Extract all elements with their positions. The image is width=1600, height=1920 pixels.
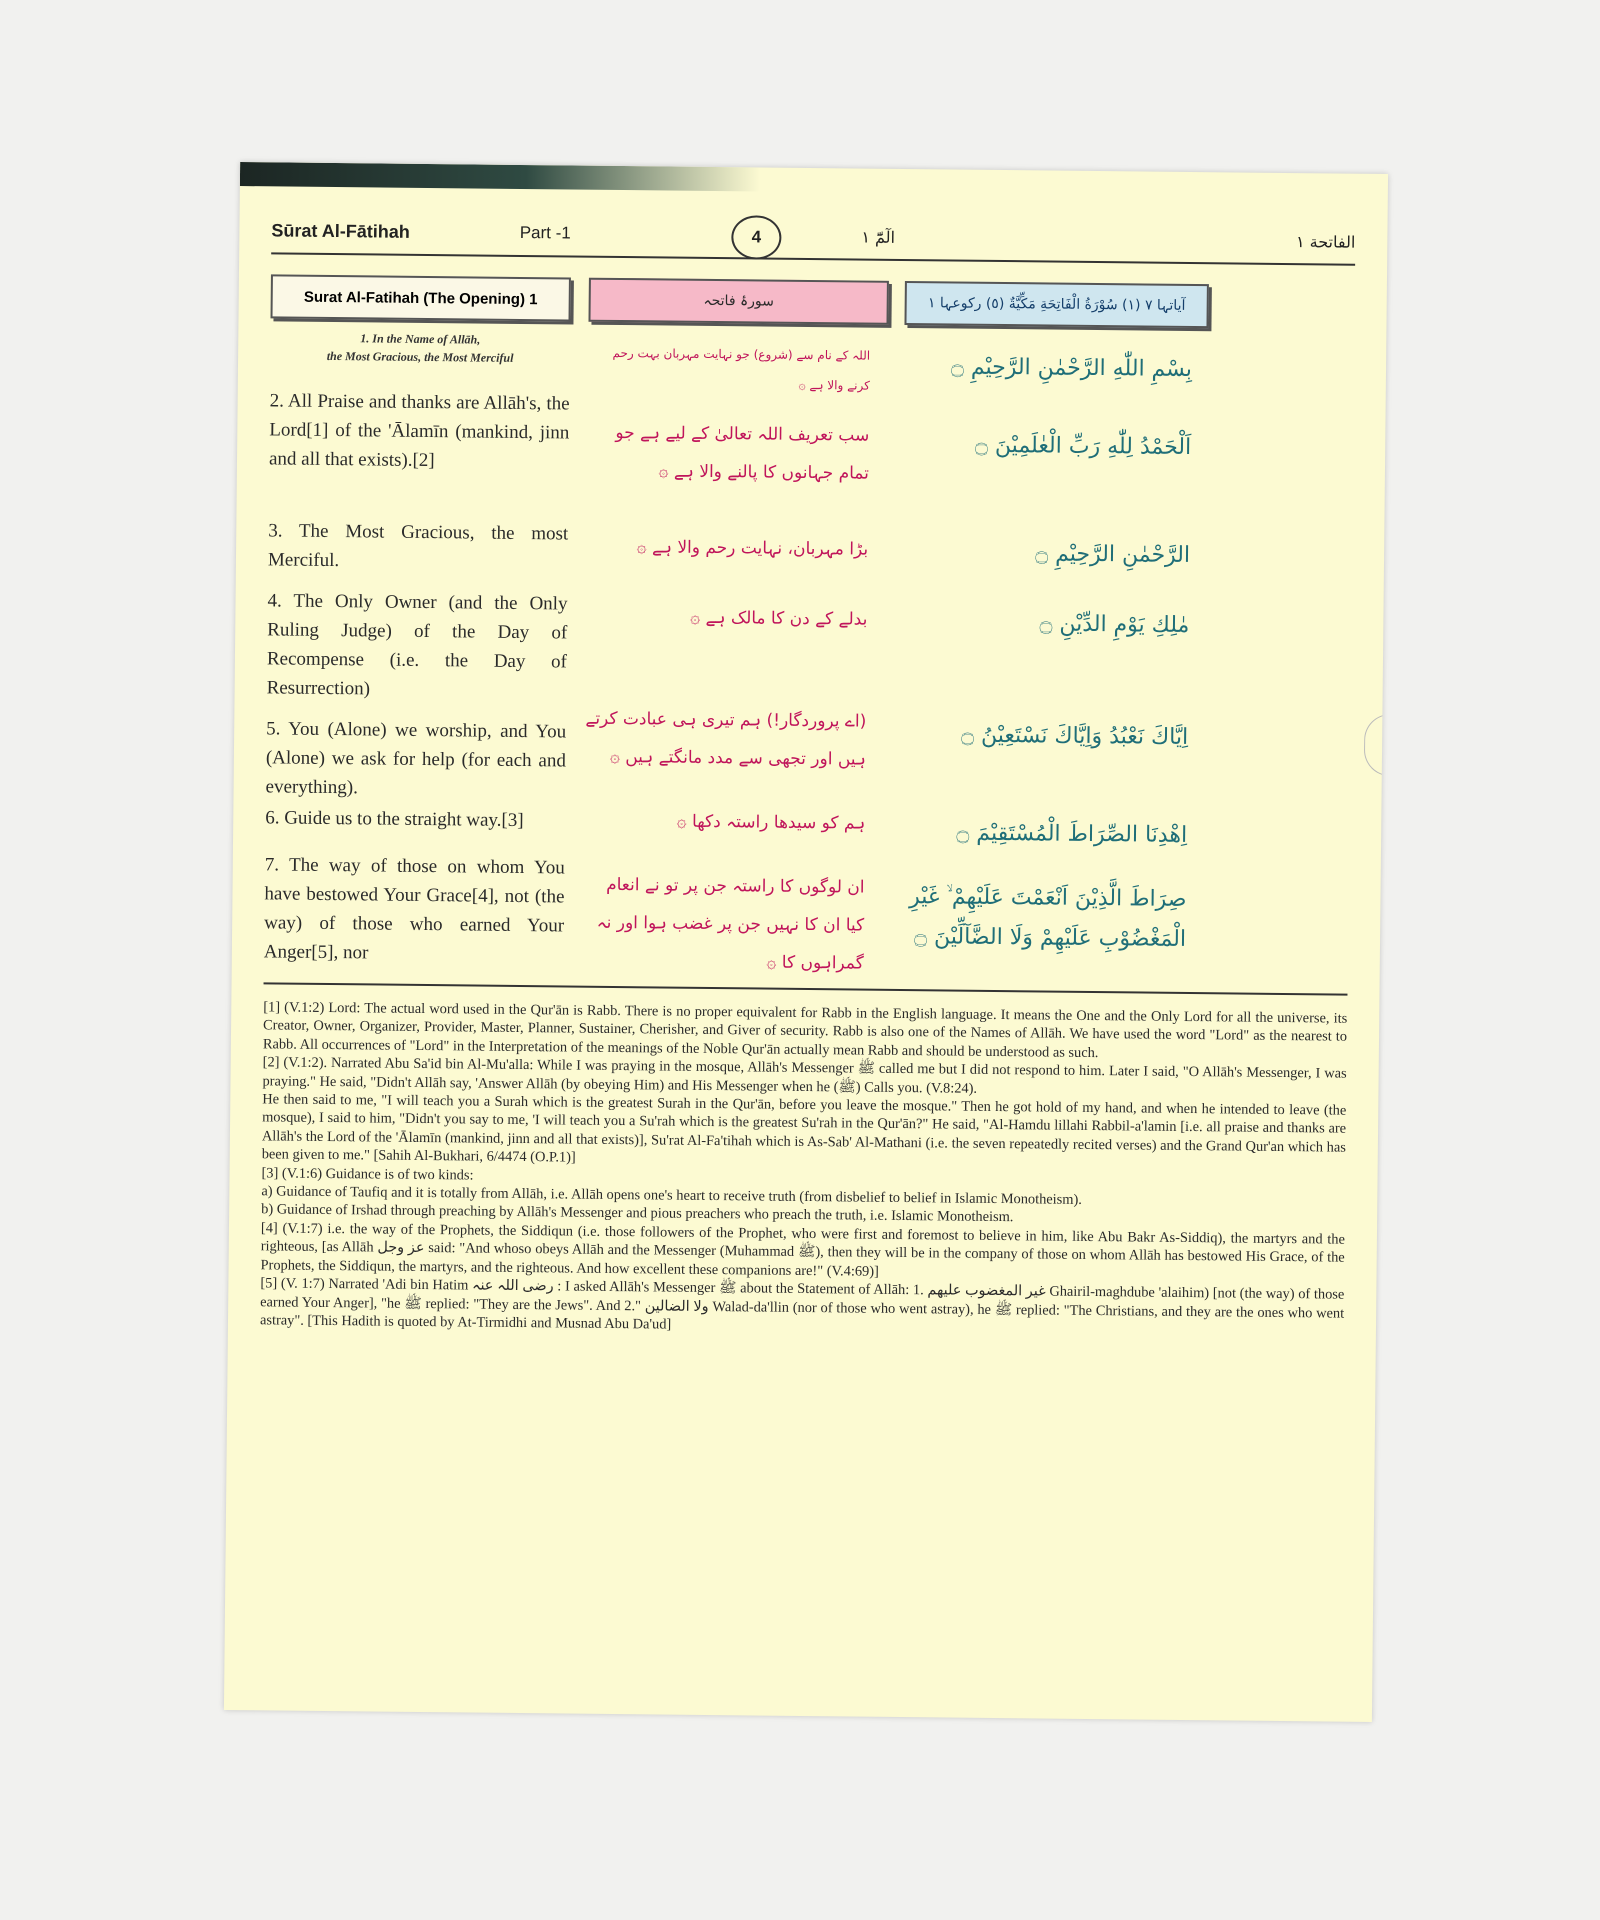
verse-3-arabic: الرَّحْمٰنِ الرَّحِيْمِ ۝ — [1035, 541, 1191, 568]
verse-1-urdu: اللہ کے نام سے (شروع) جو نہایت مہربان بہت رحم کرنے والا ہے ۞ — [612, 345, 871, 393]
arabic-title-box: آیاتہا ٧ (١) سُوْرَةُ الْفَاتِحَةِ مَكِّيَّةٌ (٥) رکوعہا ١ — [904, 281, 1208, 328]
verse-2-english: 2. All Praise and thanks are Allāh's, the Lord[1] of the 'Ālamīn (mankind, jinn and all that exists).[2] — [268, 390, 570, 472]
verse-1-english: 1. In the Name of Allāh, the Most Gracious, the Most Merciful — [326, 331, 514, 365]
verse-7-english: 7. The way of those on whom You have bestowed Your Grace[4], not (the way) of those who earned Your Anger[5], nor — [263, 854, 565, 964]
footnotes — [260, 998, 1347, 1341]
header-surah-name-arabic: الفاتحة ١ — [1295, 231, 1356, 252]
verse-2-urdu: سب تعریف اللہ تعالیٰ کے لیے ہے جو تمام جہانوں کا پالنے والا ہے ۞ — [615, 422, 870, 484]
verse-2-arabic: اَلْحَمْدُ لِلّٰهِ رَبِّ الْعٰلَمِيْنَ ۝ — [974, 432, 1192, 461]
footnote-2-continued: He then said to me, "I will teach you a Surah which is the greatest Surah in the Qur'ān, before you leave the mosque." Then he got hold of my hand, and when he intended to leave (the mosque), I said to him, "Didn't you say to me, 'I will teach you a Su'rah which is the greatest Su'rah in the Qur'ān?" He said, "Al-Hamdu lillahi Rabbil-a'lamin [i.e. all praise and thanks are Allāh's the Lord of the 'Ālamīn (mankind, jinn and all that exists)], Su'rat Al-Fa'tihah which is As-Sab' Al-Mathani (i.e. the seven repeatedly recited verses) and the Grand Qur'an which has been given to me." [Sahih Al-Bukhari, 6/4474 (O.P.1)] — [261, 1091, 1347, 1166]
footnote-3: [3] (V.1:6) Guidance is of two kinds: — [261, 1164, 474, 1184]
verse-6-arabic: اِهْدِنَا الصِّرَاطَ الْمُسْتَقِيْمَ ۝ — [956, 820, 1188, 848]
footnote-3-a: a) Guidance of Taufiq and it is totally from Allāh, i.e. Allāh opens one's heart to receive truth (from disbelief to belief in Islamic Monotheism). — [261, 1183, 1082, 1208]
footnote-divider — [264, 982, 1348, 995]
urdu-title-box: سورۂ فاتحہ — [588, 278, 888, 325]
footnote-4: [4] (V.1:7) i.e. the way of the Prophets, the Siddiqun (i.e. those followers of the Prophet, who were first and foremost to believe in him, like Abu Bakr As-Siddiq), the martyrs and the righteous, [as Allāh عز وجل said: "And whoso obeys Allāh and the Messenger (Muhammad ﷺ), then they will be in the company of those on whom Allāh has bestowed His Grace, of the Prophets, the Siddiqun, the martyrs, and the righteous. And how excellent these companions are!" (V.4:69)] — [260, 1220, 1345, 1280]
verse-3-english: 3. The Most Gracious, the most Merciful. — [267, 520, 569, 572]
page-top-band — [240, 162, 760, 191]
page-number: 4 — [731, 215, 781, 260]
verse-6-english: 6. Guide us to the straight way.[3] — [265, 807, 524, 832]
header-juz-arabic: الٓمّٓ ١ — [861, 227, 896, 247]
verse-6-urdu: ہم کو سیدھا راستہ دکھا ۞ — [676, 811, 866, 834]
verse-1-arabic: بِسْمِ اللّٰهِ الرَّحْمٰنِ الرَّحِيْمِ ۝ — [950, 354, 1193, 383]
verse-7-urdu: ان لوگوں کا راستہ جن پر تو نے انعام کیا ان کا نہیں جن پر غضب ہوا اور نہ گمراہوں کا ۞ — [596, 874, 865, 974]
quran-page — [224, 162, 1388, 1722]
english-title-box: Surat Al-Fatihah (The Opening) 1 — [271, 274, 571, 321]
verse-5-arabic: اِيَّاكَ نَعْبُدُ وَاِيَّاكَ نَسْتَعِيْنُ ۝ — [961, 722, 1189, 750]
verse-7-arabic: صِرَاطَ الَّذِيْنَ اَنْعَمْتَ عَلَيْهِمْ ۙ غَيْرِ الْمَغْضُوْبِ عَلَيْهِمْ وَلَا الضَّآلِّيْنَ ۝ — [909, 884, 1187, 952]
footnote-1: [1] (V.1:2) Lord: The actual word used in the Qur'ān is Rabb. There is no proper equivalent for Rabb in the English language. It means the One and the Only Lord for all the universe, its Creator, Owner, Organizer, Provider, Master, Planner, Sustainer, Cherisher, and Giver of security. Rabb is also one of the Names of Allāh. We have used the word "Lord" as the nearest to Rabb. All occurrences of "Lord" in the Interpretation of the meanings of the Noble Qur'ān actually mean Rabb and should be understood as such. — [262, 999, 1348, 1061]
verse-4-urdu: بدلے کے دن کا مالک ہے ۞ — [690, 607, 868, 630]
footnote-2: [2] (V.1:2). Narrated Abu Sa'id bin Al-Mu'alla: While I was praying in the mosque, Allāh's Messenger ﷺ called me but I did not respond to him. Later I said, "O Allāh's Messenger, I was praying." He said, "Didn't Allāh say, 'Answer Allāh (by obeying Him) and His Messenger when he (ﷺ) Calls you. (V.8:24). — [262, 1054, 1347, 1097]
header-part: Part -1 — [519, 222, 571, 243]
footnote-5: [5] (V. 1:7) Narrated 'Adi bin Hatim رضی اللہ عنہ : I asked Allāh's Messenger ﷺ about the Statement of Allāh: 1. غير المغضوب عليهم Ghairil-maghdube 'alaihim) [not (the way) of those earned Your Anger], "he ﷺ replied: "They are the Jews". And 2." ولا الضالين Walad-da'llin (nor of those who went astray), he ﷺ replied: "The Christians, and they are the ones who went astray". [This Hadith is quoted by At-Tirmidhi and Musnad Abu Da'ud] — [259, 1275, 1345, 1333]
title-boxes — [270, 274, 1354, 331]
verse-5-urdu: (اے پروردگار!) ہم تیری ہی عبادت کرتے ہیں اور تجھی سے مدد مانگتے ہیں ۞ — [585, 708, 867, 770]
header-surah-name: Sūrat Al-Fātihah — [271, 219, 410, 242]
page-edge-mark — [1364, 714, 1388, 776]
footnote-3-b: b) Guidance of Irshad through preaching by Allāh's Messenger and pious preachers who preach the truth, i.e. Islamic Monotheism. — [261, 1201, 1014, 1226]
verse-4-english: 4. The Only Owner (and the Only Ruling Judge) of the Day of Recompense (i.e. the Day of Resurrection) — [266, 590, 568, 700]
verse-4-arabic: مٰلِكِ يَوْمِ الدِّيْنِ ۝ — [1039, 611, 1190, 638]
verse-5-english: 5. You (Alone) we worship, and You (Alone) we ask for help (for each and everything). — [265, 718, 567, 799]
verse-3-urdu: بڑا مہربان، نہایت رحم والا ہے ۞ — [636, 537, 869, 560]
